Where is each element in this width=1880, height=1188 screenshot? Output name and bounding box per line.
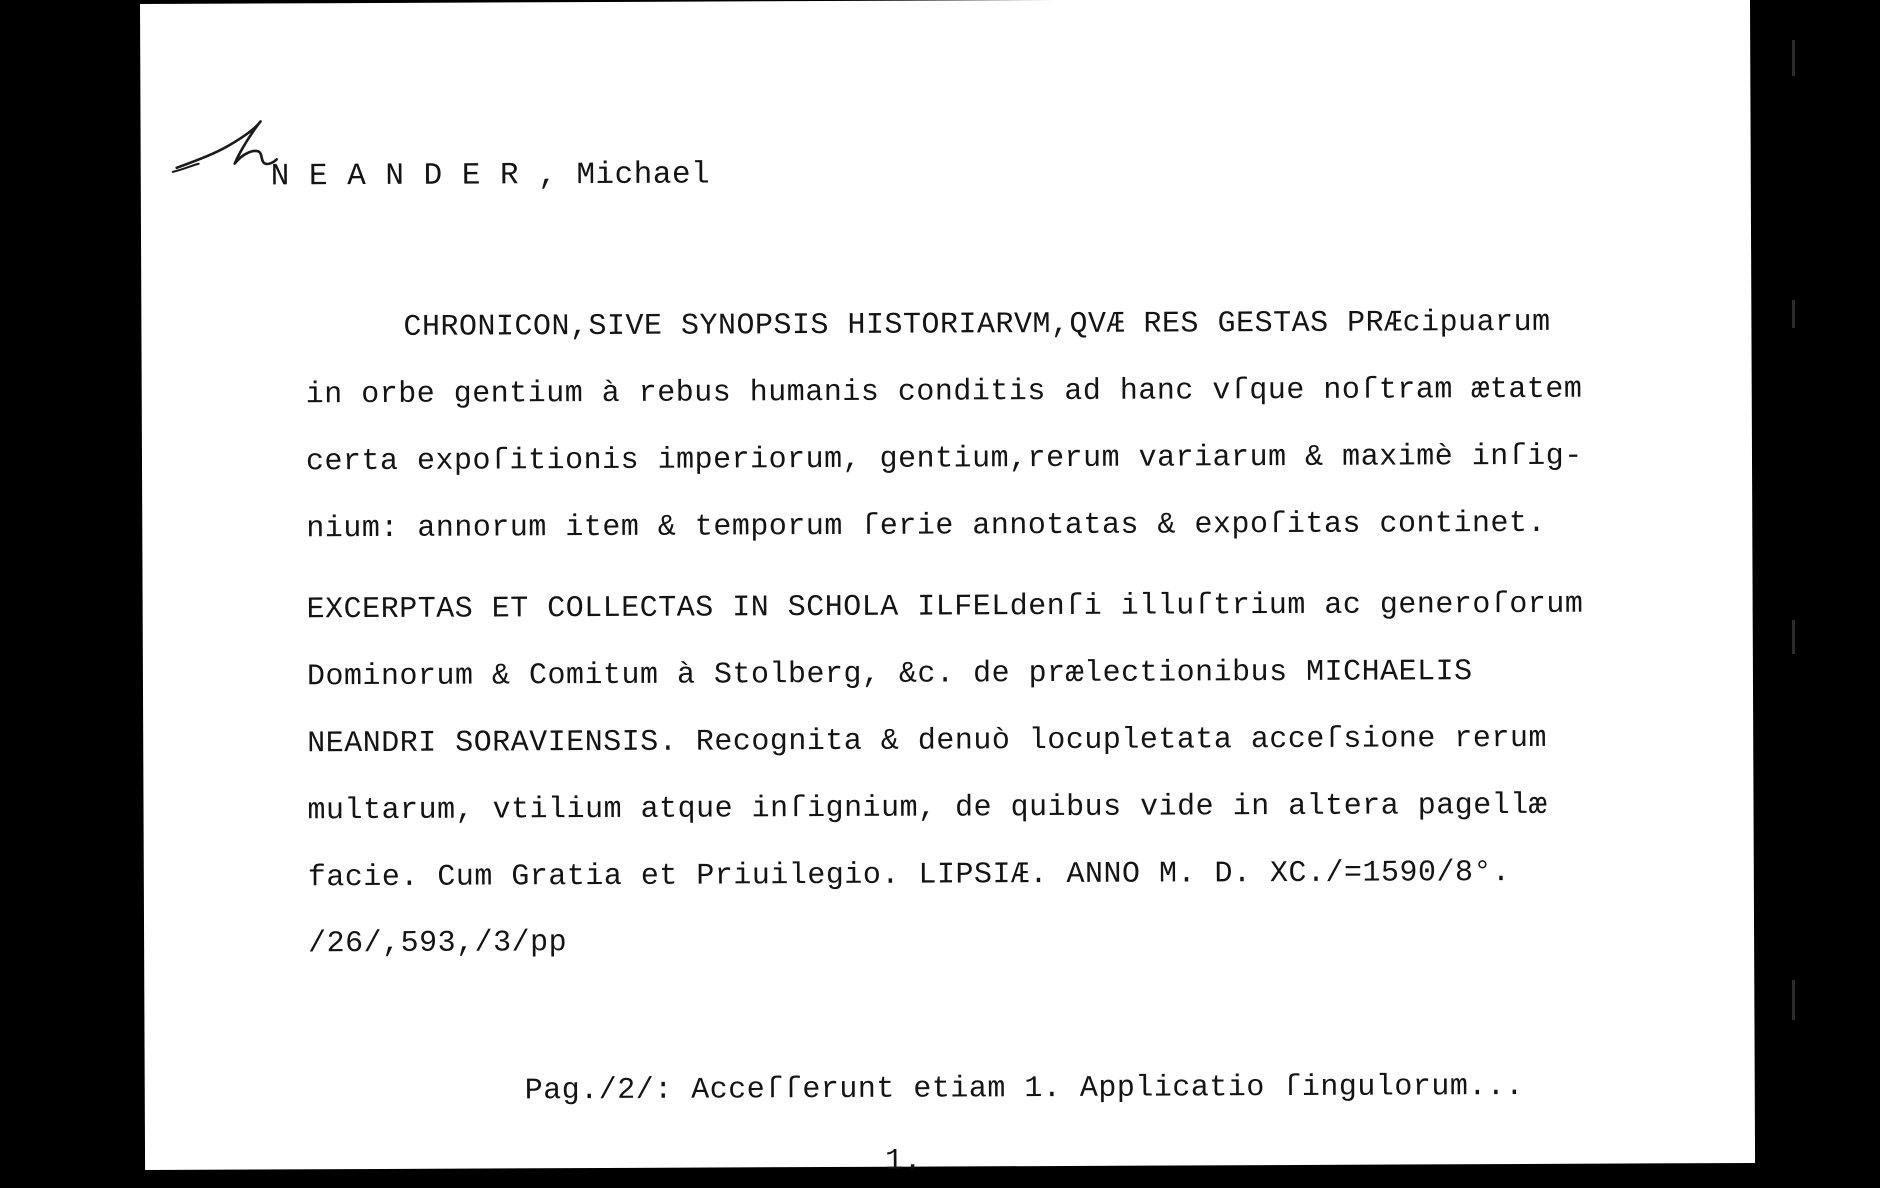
scan-speck <box>1792 980 1795 1020</box>
page-number: 1. <box>884 1144 923 1179</box>
title-line-3: certa expoſitionis imperiorum, gentium,rerum variarum & maximè inſig- <box>305 439 1583 480</box>
author-heading <box>271 158 711 195</box>
catalog-card <box>140 0 1755 1179</box>
author-forename: Michael <box>576 157 711 194</box>
title-line-1: CHRONICON,SIVE SYNOPSIS HISTORIARVM,QVÆ RES GESTAS PRÆcipuarum <box>403 305 1551 345</box>
title-line-4: nium: annorum item & temporum ſerie annotatas & expoſitas continet. <box>306 506 1547 547</box>
handwritten-initial-mark <box>168 115 278 185</box>
continuation-note: Pag./2/: Acceſſerunt etiam 1. Applicatio ſingulorum... <box>524 1069 1524 1109</box>
scan-speck <box>1792 40 1795 76</box>
collation-line: /26/,593,/3/pp <box>308 926 568 962</box>
author-surname: N E A N D E R <box>270 158 520 195</box>
title-line-8: multarum, vtilium atque inſignium, de quibus vide in altera pagellæ <box>307 788 1548 829</box>
scan-border <box>1780 0 1880 1188</box>
title-line-5: EXCERPTAS ET COLLECTAS IN SCHOLA ILFELdenſi illuſtrium ac generoſorum <box>306 587 1584 628</box>
title-line-7: NEANDRI SORAVIENSIS. Recognita & denuò locupletata acceſsione rerum <box>307 721 1547 762</box>
title-line-6: Dominorum & Comitum à Stolberg, &c. de prælectionibus MICHAELIS <box>306 655 1473 695</box>
scan-speck <box>1792 300 1795 328</box>
imprint-line: facie. Cum Gratia et Priuilegio. LIPSIÆ. ANNO M. D. XC./=1590/8°. <box>307 856 1511 896</box>
scan-speck <box>1792 620 1795 654</box>
title-line-2: in orbe gentium à rebus humanis conditis ad hanc vſque noſtram ætatem <box>305 372 1583 413</box>
heading-separator: , <box>538 158 558 194</box>
